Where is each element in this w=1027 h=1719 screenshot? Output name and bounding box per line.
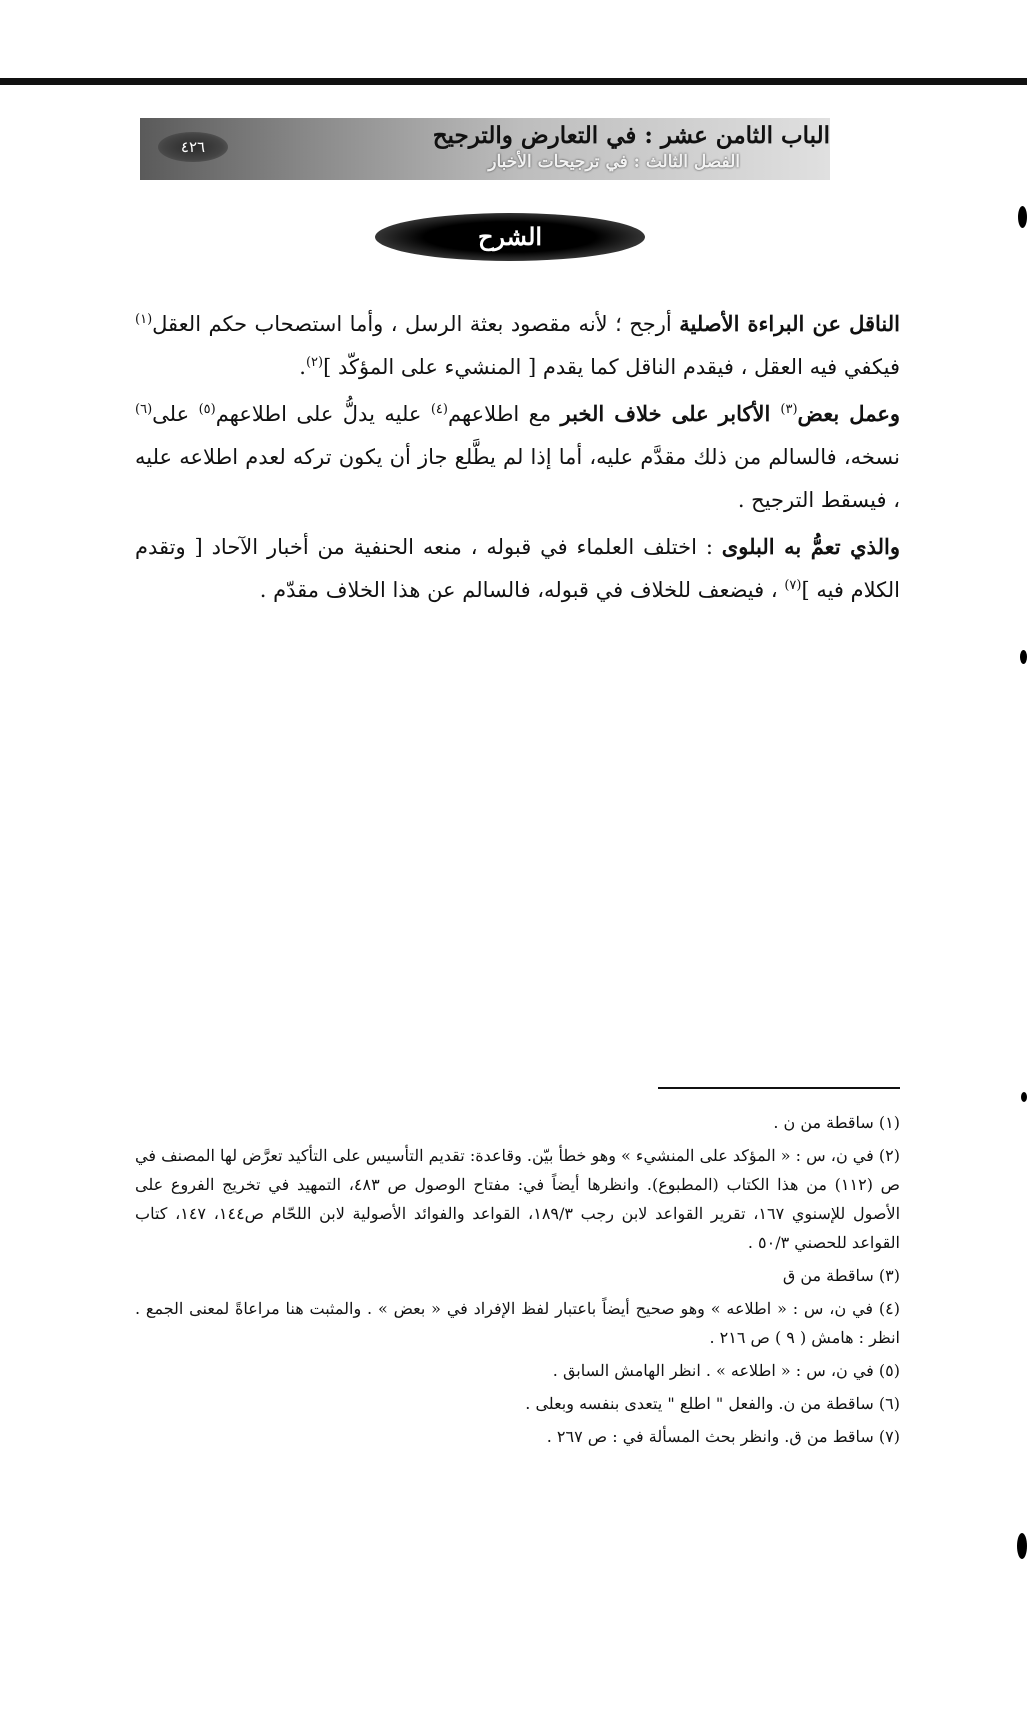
paragraph-lead: الناقل عن البراءة الأصلية	[679, 311, 900, 336]
footnote	[135, 1108, 900, 1137]
footnote-separator	[658, 1087, 900, 1089]
footnote-number: (٣)	[878, 1266, 900, 1285]
footnote-number: (١)	[878, 1113, 900, 1132]
paragraph	[135, 525, 900, 612]
paragraph-text: مع اطلاعهم	[447, 402, 561, 426]
footnote-text: ساقط من ق. وانظر بحث المسألة في : ص ٢٦٧ .	[546, 1427, 874, 1446]
footnote-ref: (٧)	[784, 578, 802, 593]
footnote-ref: (٣)	[780, 402, 798, 417]
top-rule	[0, 78, 1027, 85]
footnote-number: (٢)	[878, 1146, 900, 1165]
paragraph-text: نسخه، فالسالم من ذلك مقدَّم عليه، أما إذا لم يطَّلع جاز أن يكون تركه لعدم اطلاعه عليه ، فيسقط الترجيح .	[135, 445, 900, 512]
paragraph-bold: الأكابر على خلاف الخبر	[560, 401, 781, 426]
footnote-text: ساقطة من ن. والفعل " اطلع " يتعدى بنفسه وبعلى .	[525, 1394, 874, 1413]
paragraph-text: ، فيضعف للخلاف في قبوله، فالسالم عن هذا الخلاف مقدّم .	[259, 578, 785, 602]
footnote-ref: (٥)	[198, 402, 216, 417]
running-header	[140, 118, 830, 180]
page-number: ٤٢٦	[158, 132, 228, 162]
footnote-number: (٧)	[878, 1427, 900, 1446]
footnote-text: في ن، س : « اطلاعه » . انظر الهامش السابق .	[552, 1361, 874, 1380]
paragraph-text: على	[152, 402, 199, 426]
main-text	[135, 302, 900, 615]
footnote-ref: (٤)	[430, 402, 448, 417]
paragraph	[135, 392, 900, 522]
paragraph	[135, 302, 900, 389]
paragraph-text: عليه يدلُّ على اطلاعهم	[215, 402, 431, 426]
footnote	[135, 1141, 900, 1257]
footnote	[135, 1356, 900, 1385]
section-title: الشرح	[375, 213, 645, 261]
section-subtitle: الفصل الثالث : في ترجيحات الأخبار	[488, 152, 740, 172]
paragraph-text: : اختلف العلماء في قبوله ، منعه الحنفية من أخبار الآحاد [ وتقدم الكلام فيه ]	[135, 535, 900, 602]
chapter-title: الباب الثامن عشر : في التعارض والترجيح	[432, 122, 830, 149]
scan-edge-mark	[1020, 650, 1027, 664]
paragraph-lead: وعمل بعض	[797, 401, 901, 426]
footnote-number: (٤)	[878, 1299, 900, 1318]
footnote-text: في ن، س : « المؤكد على المنشيء » وهو خطأ بيّن. وقاعدة: تقديم التأسيس على التأكيد تعرَّض لها المصنف في ص (١١٢) من هذا الكتاب (المطبوع). وانظرها أيضاً في: مفتاح الوصول ص ٤٨٣، التمهيد في تخريج الفروع على الأصول للإسنوي ١٦٧، تقرير القواعد لابن رجب ١٨٩/٣، القواعد والفوائد الأصولية لابن اللحّام ص١٤٤، ١٤٧، كتاب القواعد للحصني ٥٠/٣ .	[135, 1146, 901, 1252]
footnotes	[135, 1108, 900, 1455]
footnote	[135, 1294, 900, 1352]
footnote-number: (٥)	[878, 1361, 900, 1380]
scan-edge-mark	[1021, 1092, 1027, 1102]
paragraph-lead: والذي تعمُّ به البلوى	[721, 534, 900, 559]
scan-edge-mark	[1018, 206, 1027, 228]
footnote-ref: (١)	[135, 312, 153, 327]
footnote-ref: (٢)	[305, 355, 324, 370]
footnote-text: في ن، س : « اطلاعه » وهو صحيح أيضاً باعتبار لفظ الإفراد في « بعض » . والمثبت هنا مراعاةً لمعنى الجمع . انظر : هامش ( ٩ ) ص ٢١٦ .	[135, 1299, 900, 1347]
paragraph-text: أرجح ؛ لأنه مقصود بعثة الرسل ، وأما استصحاب حكم العقل	[152, 312, 680, 336]
footnote-number: (٦)	[878, 1394, 900, 1413]
footnote-text: ساقطة من ق	[782, 1266, 874, 1285]
footnote	[135, 1389, 900, 1418]
footnote	[135, 1422, 900, 1451]
paragraph-text: فيكفي فيه العقل ، فيقدم الناقل كما يقدم [ المنشيء على المؤكّد ]	[323, 355, 900, 379]
footnote-text: ساقطة من ن .	[773, 1113, 874, 1132]
scan-edge-mark	[1017, 1533, 1027, 1559]
paragraph-text: .	[299, 355, 306, 379]
footnote	[135, 1261, 900, 1290]
footnote-ref: (٦)	[135, 402, 153, 417]
